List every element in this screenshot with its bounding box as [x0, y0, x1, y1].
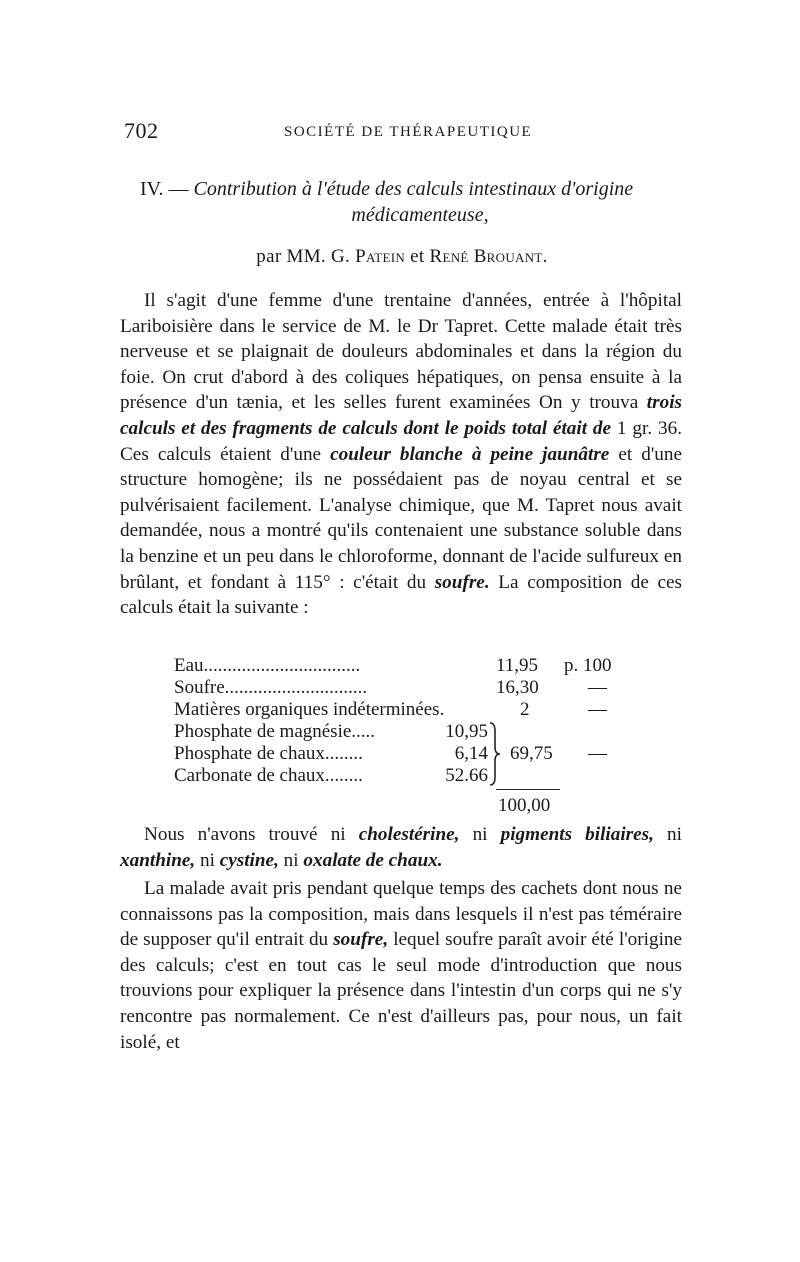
- title-text-1: Contribution à l'étude des calculs intestinaux d'origine: [193, 178, 634, 200]
- subrow-value: 6,14: [454, 743, 488, 764]
- paragraph-negative-findings: [120, 822, 682, 873]
- emphasis-run: soufre,: [333, 929, 389, 951]
- subrow-label: Phosphate de chaux........: [174, 743, 363, 764]
- emphasis-run: trois calculs et des fragments de calculs dont le poids total était de: [120, 392, 682, 439]
- row-unit-dash: —: [588, 699, 607, 720]
- text-run: ni: [278, 849, 304, 871]
- emphasis-run: cholestérine,: [358, 824, 460, 845]
- text-run: ni: [653, 824, 682, 845]
- author-line: [124, 246, 680, 268]
- row-label: Eau.................................: [174, 655, 361, 676]
- text-run: La composition de ces calculs était la suivante :: [120, 571, 683, 619]
- text-run: lequel soufre paraît avoir été l'origine des calculs; c'est en tout cas le seul mode d'introduction que nous trouvions pour expliquer la présence dans l'intestin d'un corps qui ne s'y rencontre pas normalement. Ce n'est d'ailleurs pas, pour nous, un fait isolé, et: [120, 929, 683, 1053]
- row-unit: p. 100: [564, 655, 612, 676]
- row-label: Soufre..............................: [174, 677, 368, 698]
- text-run: ni: [459, 824, 501, 845]
- group-subtotal: 69,75: [510, 743, 553, 764]
- row-unit-dash: —: [588, 677, 607, 698]
- article-title: [140, 176, 680, 228]
- section-number: IV. —: [140, 178, 189, 200]
- text-run: Nous n'avons trouvé ni: [144, 824, 359, 845]
- page-header: [124, 118, 680, 146]
- row-value: 16,30: [496, 677, 539, 698]
- title-line-1: [140, 176, 680, 202]
- emphasis-run: couleur blanche à peine jaunâtre: [330, 443, 610, 465]
- text-run: ni: [195, 849, 220, 871]
- text-run: et d'une structure homogène; ils ne possédaient pas de noyau central et se pulvérisaient facilement. L'analyse chimique, que M. Tapret nous avait demandée, nous a montré qu'ils contenaient une substance soluble dans la benzine et un peu dans le chloroforme, donnant de l'acide sulfureux en brûlant, et fondant à 115° : c'était du: [120, 443, 682, 593]
- subrow-label: Carbonate de chaux........: [174, 765, 363, 786]
- right-brace-icon: [488, 721, 502, 787]
- group-unit-dash: —: [588, 743, 607, 764]
- total-rule: [496, 789, 560, 790]
- author-2: René Brouant.: [429, 246, 548, 267]
- row-value: 2: [520, 699, 530, 720]
- title-line-2: médicamenteuse,: [351, 204, 489, 226]
- text-run: Il s'agit d'une femme d'une trentaine d'années, entrée à l'hôpital Lariboisière dans le service de M. le Dr Tapret. Cette malade était très nerveuse et se plaignait de douleurs abdominales et dans la région du foie. On crut d'abord à des coliques hépatiques, on pensa ensuite à la présence d'un tænia, et les selles furent examinées On y trouva: [120, 290, 682, 414]
- row-label: Matières organiques indéterminées.: [174, 699, 445, 720]
- emphasis-run: oxalate de chaux.: [303, 849, 443, 871]
- subrow-value: 10,95: [445, 721, 488, 742]
- author-1: G. Patein: [331, 246, 406, 267]
- paragraph-case-description: [120, 288, 682, 621]
- authors-prefix: par MM.: [256, 246, 326, 267]
- text-run: 1 gr. 36. Ces calculs étaient d'une: [120, 417, 682, 465]
- emphasis-run: soufre.: [434, 571, 490, 593]
- subrow-label: Phosphate de magnésie.....: [174, 721, 376, 742]
- running-head: SOCIÉTÉ DE THÉRAPEUTIQUE: [284, 124, 533, 140]
- emphasis-run: xanthine,: [120, 849, 196, 871]
- table-total: 100,00: [498, 795, 551, 816]
- emphasis-run: cystine,: [219, 849, 279, 871]
- page-number: 702: [124, 118, 159, 143]
- composition-table: [174, 655, 654, 815]
- subrow-value: 52.66: [445, 765, 488, 786]
- row-value: 11,95: [496, 655, 539, 676]
- paragraph-conclusion: [120, 876, 682, 1055]
- emphasis-run: pigments biliaires,: [500, 824, 654, 845]
- text-run: La malade avait pris pendant quelque temps des cachets dont nous ne connaissons pas la composition, mais dans lesquels il n'est pas téméraire de supposer qu'il entrait du: [120, 878, 682, 951]
- authors-conjunction: et: [410, 246, 425, 267]
